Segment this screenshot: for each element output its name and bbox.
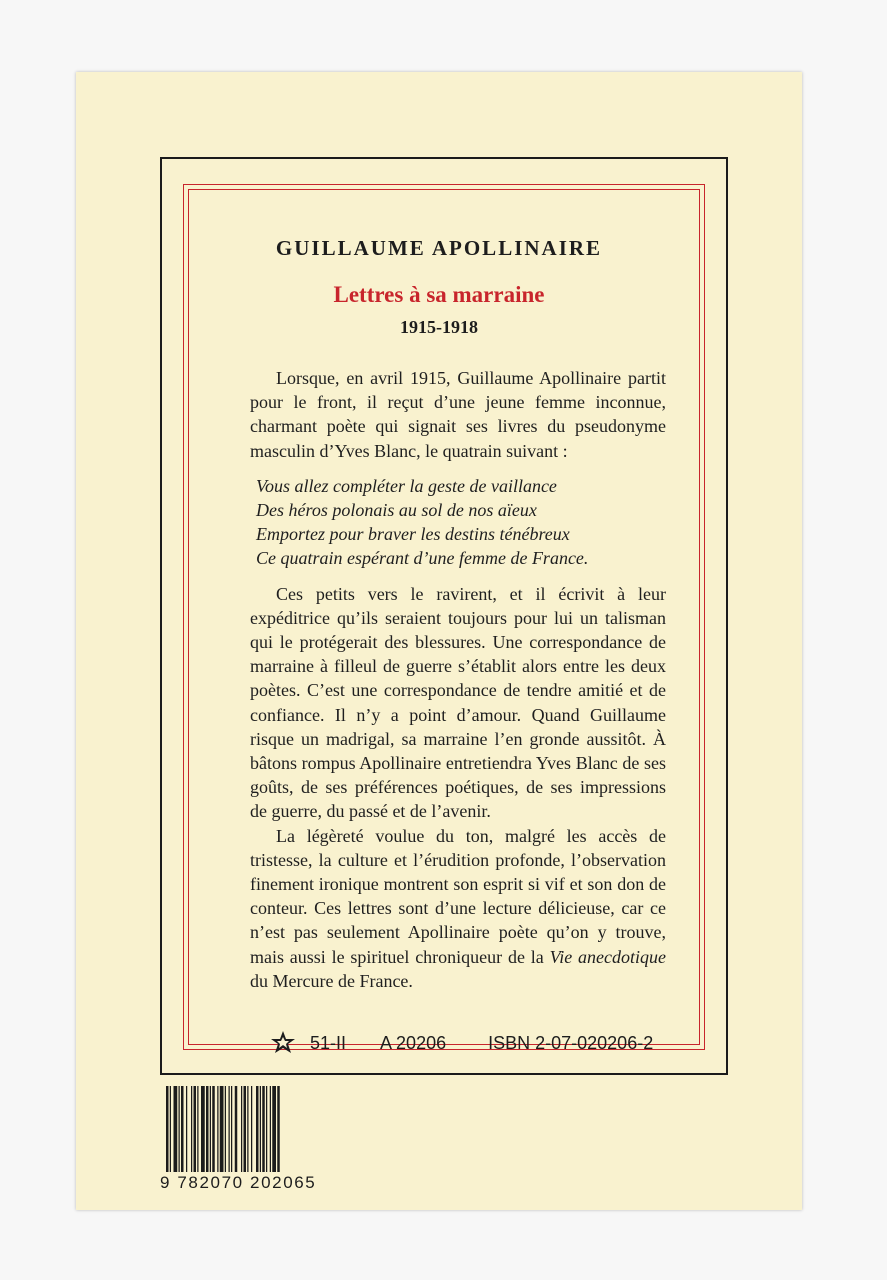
barcode-bar	[262, 1086, 265, 1172]
barcode-bar	[235, 1086, 238, 1172]
barcode-bar	[170, 1086, 171, 1172]
barcode-bar	[251, 1086, 252, 1172]
blurb-paragraph-3-text: La légèreté voulue du ton, malgré les accès de tristesse, la culture et l’érudition profonde, l’observation finement ironique montrent son esprit si vif et son don de conteur. Ces lettres sont d’une lecture délicieuse, car ce n’est pas seulement Apollinaire poète qu’on y trouve, mais aussi le spirituel chroniqueur de la	[250, 825, 666, 967]
barcode-bar	[210, 1086, 211, 1172]
blurb-paragraph-2: Ces petits vers le ravirent, et il écrivit à leur expéditrice qu’ils seraient toujours pour lui un talisman qui le protégerait des blessures. Une correspondance de marraine à filleul de guerre s’établit alors entre les deux poètes. C’est une correspondance de tendre amitié et de confiance. Il n’y a point d’amour. Quand Guillaume risque un madrigal, sa marraine l’en gronde aussitôt. À bâtons rompus Apollinaire entretiendra Yves Blanc de ses goûts, de ses préférences poétiques, de ses impressions de guerre, du passé et de l’avenir.	[250, 583, 666, 822]
barcode-bar	[277, 1086, 280, 1172]
magazine-title: Vie anecdotique	[549, 946, 666, 967]
barcode-bar	[244, 1086, 247, 1172]
barcode-bar	[217, 1086, 218, 1172]
ean-number: 9 782070 202065	[160, 1173, 317, 1192]
barcode-bar	[197, 1086, 198, 1172]
book-years: 1915-1918	[400, 317, 478, 337]
poem-line: Vous allez compléter la geste de vaillance	[256, 475, 557, 496]
series-code: 51-II	[310, 1032, 347, 1053]
barcode-bar	[241, 1086, 242, 1172]
catalog-codes	[270, 1030, 797, 1056]
barcode-bar	[220, 1086, 224, 1172]
blurb-text	[250, 366, 666, 993]
poem-line: Ce quatrain espérant d’une femme de France.	[256, 548, 589, 569]
isbn: ISBN 2-07-020206-2	[488, 1032, 654, 1053]
barcode-bar	[225, 1086, 226, 1172]
barcode-bar	[212, 1086, 215, 1172]
blurb-paragraph-3-end: du Mercure de France.	[250, 970, 413, 991]
barcode-bar	[247, 1086, 248, 1172]
barcode-bar	[206, 1086, 209, 1172]
star-logo-icon	[270, 1030, 296, 1056]
barcode-bar	[179, 1086, 180, 1172]
blurb-paragraph-1: Lorsque, en avril 1915, Guillaume Apollinaire partit pour le front, il reçut d’une jeune femme inconnue, charmant poète qui signait ses livres du pseudonyme masculin d’Yves Blanc, le quatrain suivant :	[250, 368, 666, 461]
barcode-bar	[174, 1086, 178, 1172]
barcode-bar	[229, 1086, 230, 1172]
author-name: GUILLAUME APOLLINAIRE	[275, 236, 603, 260]
barcode	[160, 1086, 336, 1196]
blurb-paragraph-3	[250, 824, 666, 993]
poem-line: Emportez pour braver les destins ténébreux	[256, 524, 570, 545]
barcode-bar	[201, 1086, 205, 1172]
barcode-bars	[166, 1086, 334, 1172]
barcode-bar	[256, 1086, 259, 1172]
book-title: Lettres à sa marraine	[333, 282, 545, 307]
barcode-bar	[231, 1086, 232, 1172]
barcode-bar	[272, 1086, 276, 1172]
barcode-bar	[266, 1086, 267, 1172]
poem-line: Des héros polonais au sol de nos aïeux	[256, 500, 537, 521]
barcode-bar	[181, 1086, 184, 1172]
barcode-bar	[270, 1086, 271, 1172]
barcode-bar	[186, 1086, 187, 1172]
barcode-bar	[260, 1086, 261, 1172]
barcode-bar	[194, 1086, 197, 1172]
catalog-number: A 20206	[380, 1032, 447, 1053]
quatrain	[250, 474, 666, 571]
barcode-bar	[191, 1086, 192, 1172]
barcode-bar	[166, 1086, 169, 1172]
